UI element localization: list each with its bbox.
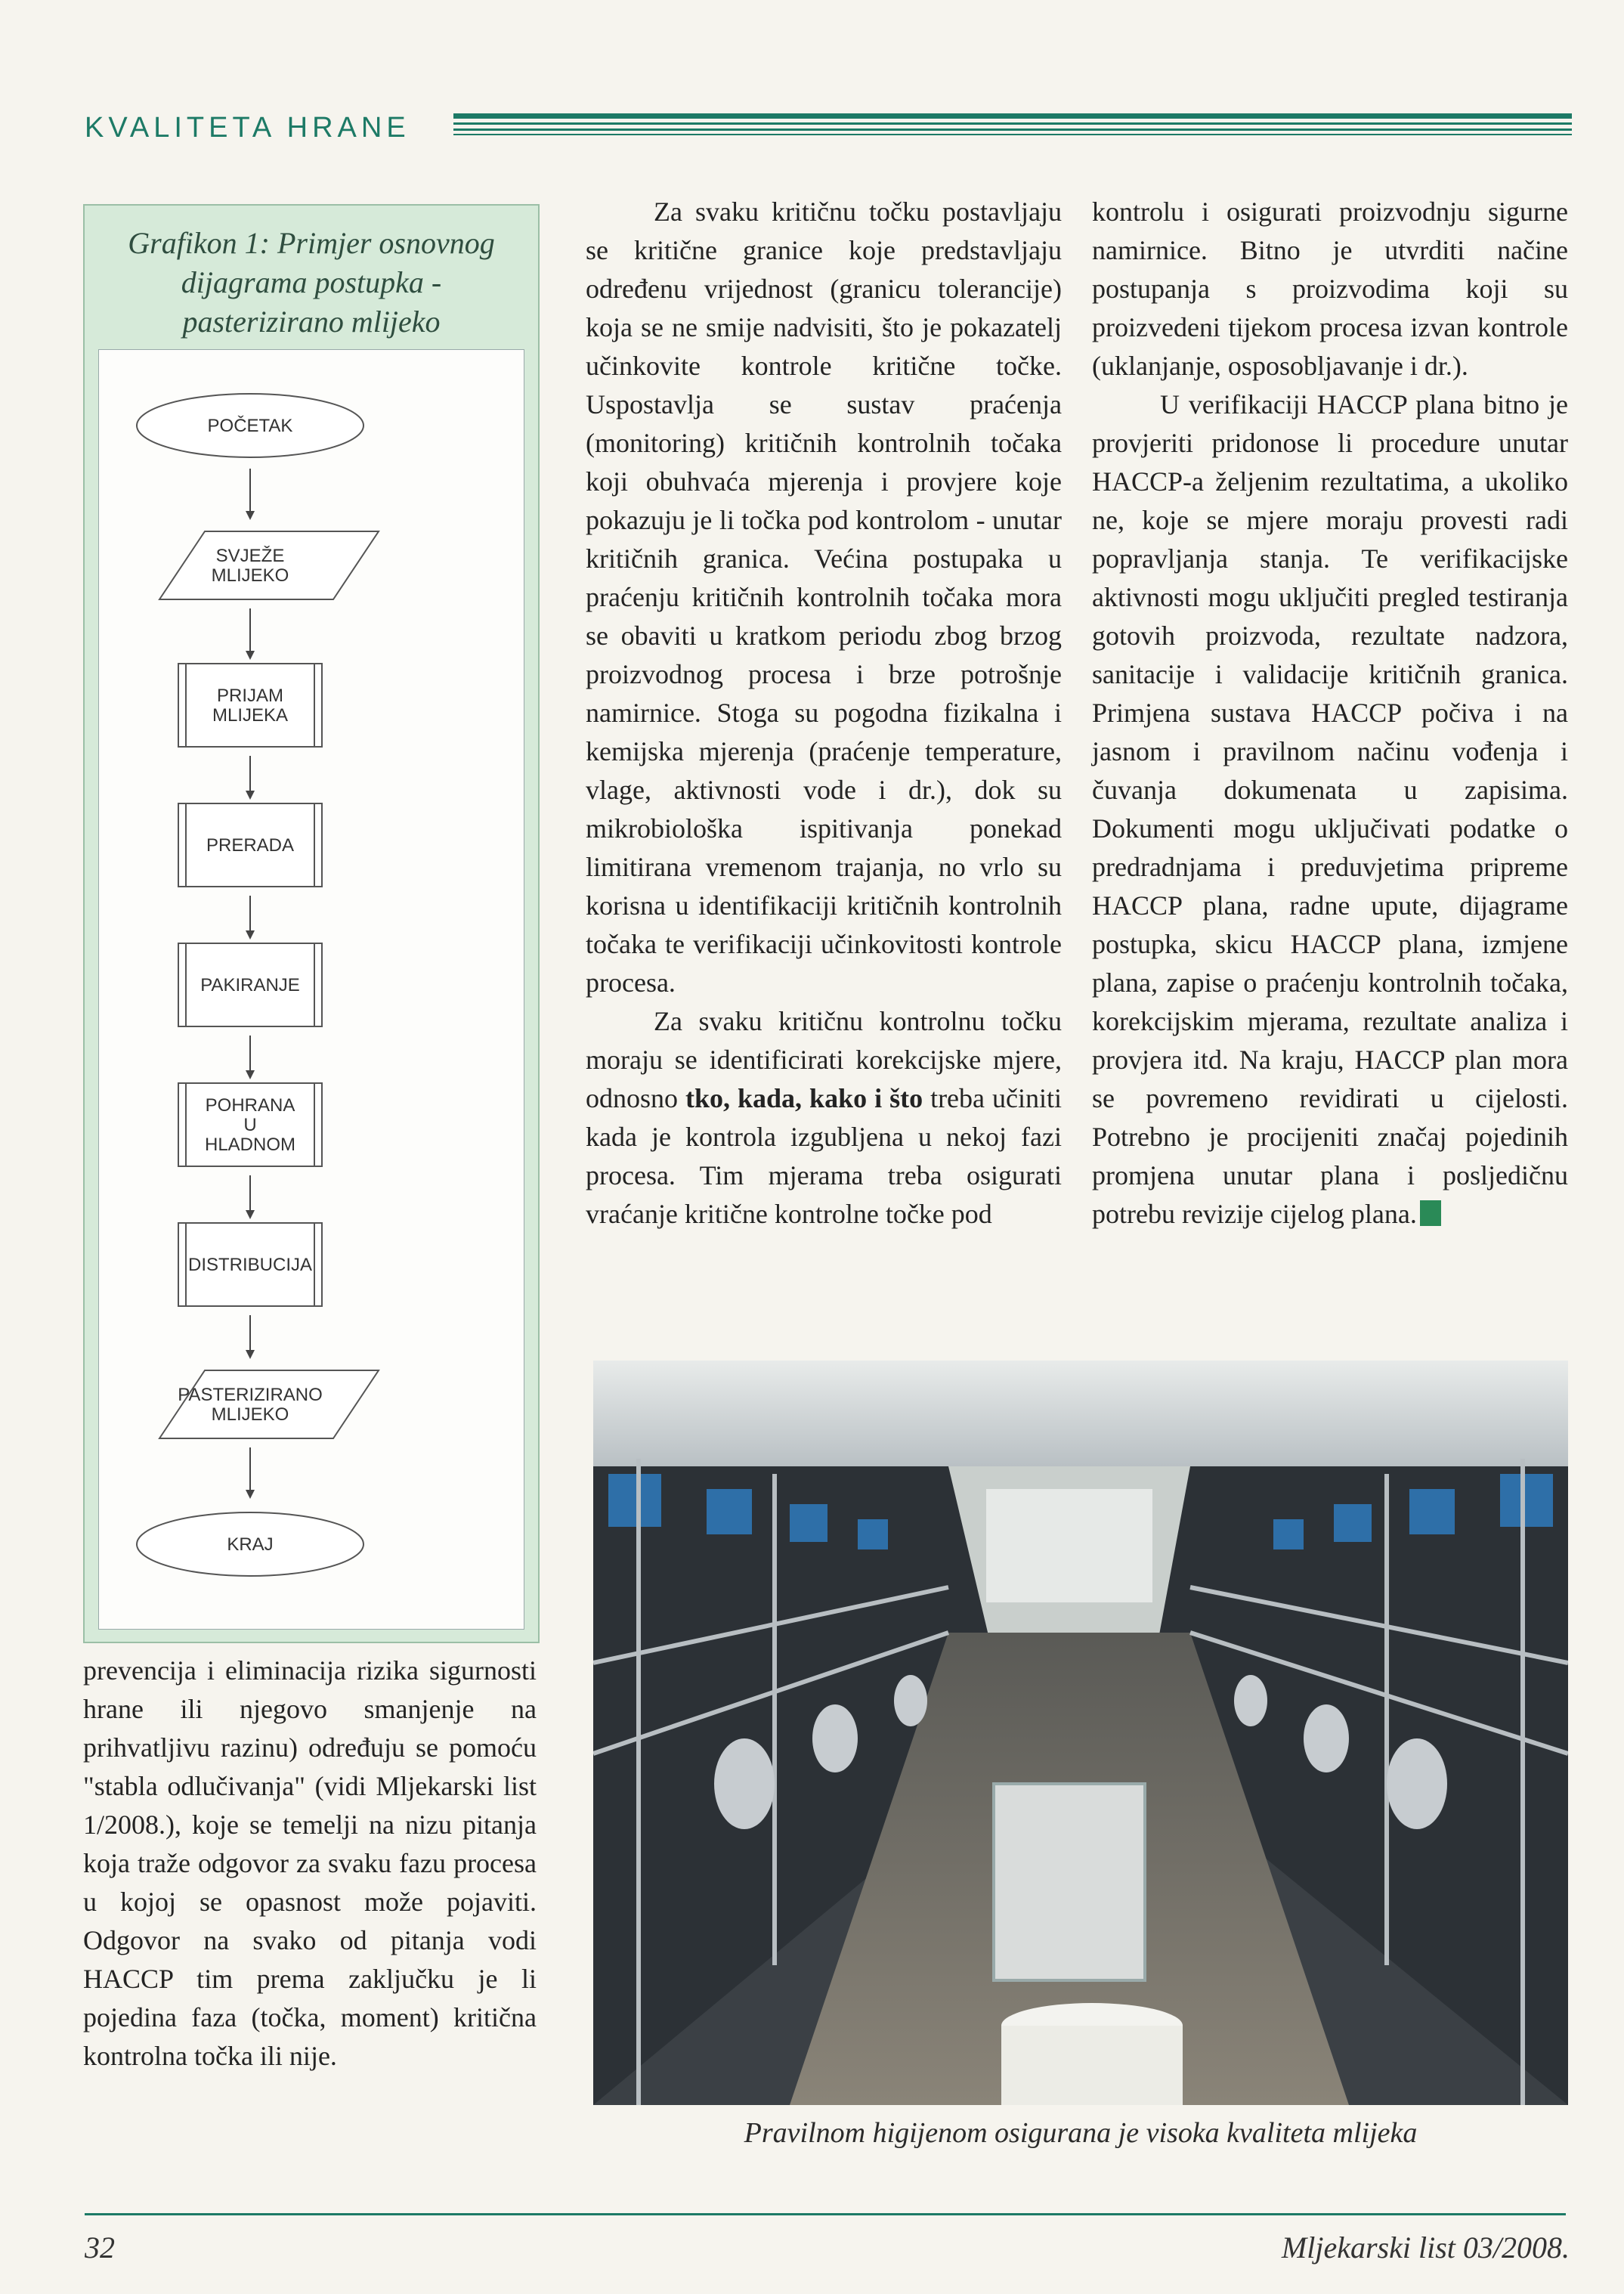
left-paragraph: prevencija i eliminacija rizika sigurnosti hrane ili njegovo smanjenje na prihvatljivu razinu) određuju se pomoću "stabla odlučivanja" (vidi Mljekarski list 1/2008.), koje se temelji na nizu pitanja koja traže odgovor za svaku fazu procesa u kojoj se opasnost može pojaviti. Odgovor na svako od pitanja vodi HACCP tim prema zaključku je li pojedina faza (točka, moment) kritična kontrolna točka ili nije.	[83, 1655, 537, 2071]
flowchart-svg	[99, 350, 524, 1629]
photo-caption: Pravilnom higijenom osigurana je visoka kvaliteta mlijeka	[744, 2117, 1418, 2149]
flowchart-step-label: SVJEŽE	[215, 546, 285, 566]
middle-paragraph-2	[586, 1002, 1062, 1234]
flowchart-step-label: HLADNOM	[204, 1135, 296, 1155]
flowchart-title	[85, 224, 538, 342]
flowchart-step-label: PAKIRANJE	[200, 975, 300, 995]
journal-issue: Mljekarski list 03/2008.	[1281, 2231, 1570, 2265]
flowchart-arrow	[246, 1447, 255, 1499]
middle-paragraph-1: Za svaku kritičnu točku postavljaju se kritične granice koje predstavljaju određenu vrijednost (granicu tolerancije) koja se ne smije nadvisiti, što je pokazatelj učinkovite kontrole kritične točke. Uspostavlja se sustav praćenja (monitoring) kritičnih kontrolnih točaka koji obuhvaća mjerenja i provjere koje pokazuju je li točka pod kontrolom - unutar kritičnih granica. Većina postupaka u praćenju kritičnih kontrolnih točaka mora se obaviti u kratkom periodu zbog brzog proizvodnog procesa i brze potrošnje namirnice. Stoga su pogodna fizikalna i kemijska mjerenja (praćenje temperature, vlage, aktivnosti vode i dr.), dok su mikrobiološka ispitivanja ponekad limitirana vremenom trajanja, no vrlo su korisna u identifikaciji kritičnih kontrolnih točaka te verifikaciji učinkovitosti kontrole procesa.	[586, 197, 1062, 998]
flowchart-step	[178, 664, 322, 747]
flowchart-step-label: PRERADA	[206, 835, 295, 856]
flowchart-step-label: PRIJAM	[216, 686, 284, 706]
flowchart-step-label: POČETAK	[207, 416, 293, 436]
left-column	[83, 1652, 537, 2076]
flowchart-panel	[83, 204, 540, 1643]
flowchart-step-label: PASTERIZIRANO	[178, 1385, 323, 1405]
text-span: Za svaku kritičnu kontrolnu točku moraju se identificirati korekcijske mjere, odnosno	[586, 1006, 1062, 1113]
flowchart-step	[137, 1512, 363, 1576]
middle-column	[586, 193, 1062, 1234]
right-paragraph-1: kontrolu i osigurati proizvodnju sigurne namirnice. Bitno je utvrditi načine postupanja s proizvodima koji su proizvedeni tijekom procesa izvan kontrole (uklanjanje, osposobljavanje i dr.).	[1092, 197, 1568, 381]
header-rule	[453, 113, 1572, 119]
flowchart-step	[137, 394, 363, 457]
right-paragraph-2	[1092, 385, 1568, 1234]
flowchart-arrow	[246, 608, 255, 660]
flowchart-step-label: DISTRIBUCIJA	[187, 1255, 313, 1275]
flowchart-step	[178, 1083, 322, 1166]
milking-parlour-photo	[593, 1361, 1568, 2105]
flowchart-step-label: POHRANA	[205, 1095, 295, 1116]
flowchart-title-line: dijagrama postupka -	[181, 265, 442, 299]
flowchart-arrow	[246, 1175, 255, 1219]
flowchart-step	[178, 803, 322, 887]
flowchart-step-label: KRAJ	[227, 1534, 274, 1555]
text-span: treba učiniti kada je kontrola izgubljena u nekoj fazi procesa. Tim mjerama treba osigurati vraćanje kritične kontrolne točke pod	[586, 1083, 1062, 1229]
page-number: 32	[85, 2231, 115, 2265]
footer-rule	[85, 2213, 1566, 2215]
header-rule	[453, 122, 1572, 125]
flowchart-title-line: Grafikon 1: Primjer osnovnog	[128, 226, 495, 260]
photo-illustration	[593, 1361, 1568, 2105]
flowchart-arrow	[246, 1036, 255, 1079]
flowchart-arrow	[246, 896, 255, 940]
flowchart-diagram	[98, 349, 524, 1630]
header-rule	[453, 128, 1572, 131]
emphasis-text: tko, kada, kako i što	[685, 1083, 923, 1113]
flowchart-title-line: pasterizirano mlijeko	[182, 305, 441, 339]
flowchart-step	[159, 1370, 379, 1438]
flowchart-arrow	[246, 756, 255, 800]
flowchart-step-label: MLIJEKO	[211, 1404, 289, 1425]
flowchart-step-label: MLIJEKA	[212, 705, 289, 726]
header-rule	[453, 134, 1572, 135]
text-span: U verifikaciji HACCP plana bitno je provjeriti pridonose li procedure unutar HACCP-a željenim rezultatima, a ukoliko ne, koje se mjere moraju provesti radi popravljanja stanja. Te verifikacijske aktivnosti mogu uključiti pregled testiranja gotovih proizvoda, rezultate nadzora, sanitacije i validacije kritičnih granica. Primjena sustava HACCP počiva i na jasnom i pravilnom načinu vođenja i čuvanja dokumenata u zapisima. Dokumenti mogu uključivati podatke o predradnjama i preduvjetima pripreme HACCP plana, radne upute, dijagrame postupka, skicu HACCP plana, izmjene plana, zapise o praćenju kontrolnih točaka, korekcijskim mjerama, rezultate analiza i provjera itd. Na kraju, HACCP plan mora se povremeno revidirati u cijelosti. Potrebno je procijeniti značaj pojedinih promjena unutar plana i posljedičnu potrebu revizije cijelog plana.	[1092, 389, 1568, 1229]
flowchart-step	[159, 531, 379, 599]
flowchart-arrow	[246, 469, 255, 520]
section-title: KVALITETA HRANE	[85, 112, 410, 144]
flowchart-step	[178, 943, 322, 1026]
flowchart-step	[178, 1223, 322, 1306]
flowchart-step-label: MLIJEKO	[211, 565, 289, 586]
flowchart-step-label: U	[243, 1115, 257, 1135]
end-of-article-marker	[1420, 1200, 1441, 1226]
right-column	[1092, 193, 1568, 1234]
flowchart-arrow	[246, 1315, 255, 1359]
